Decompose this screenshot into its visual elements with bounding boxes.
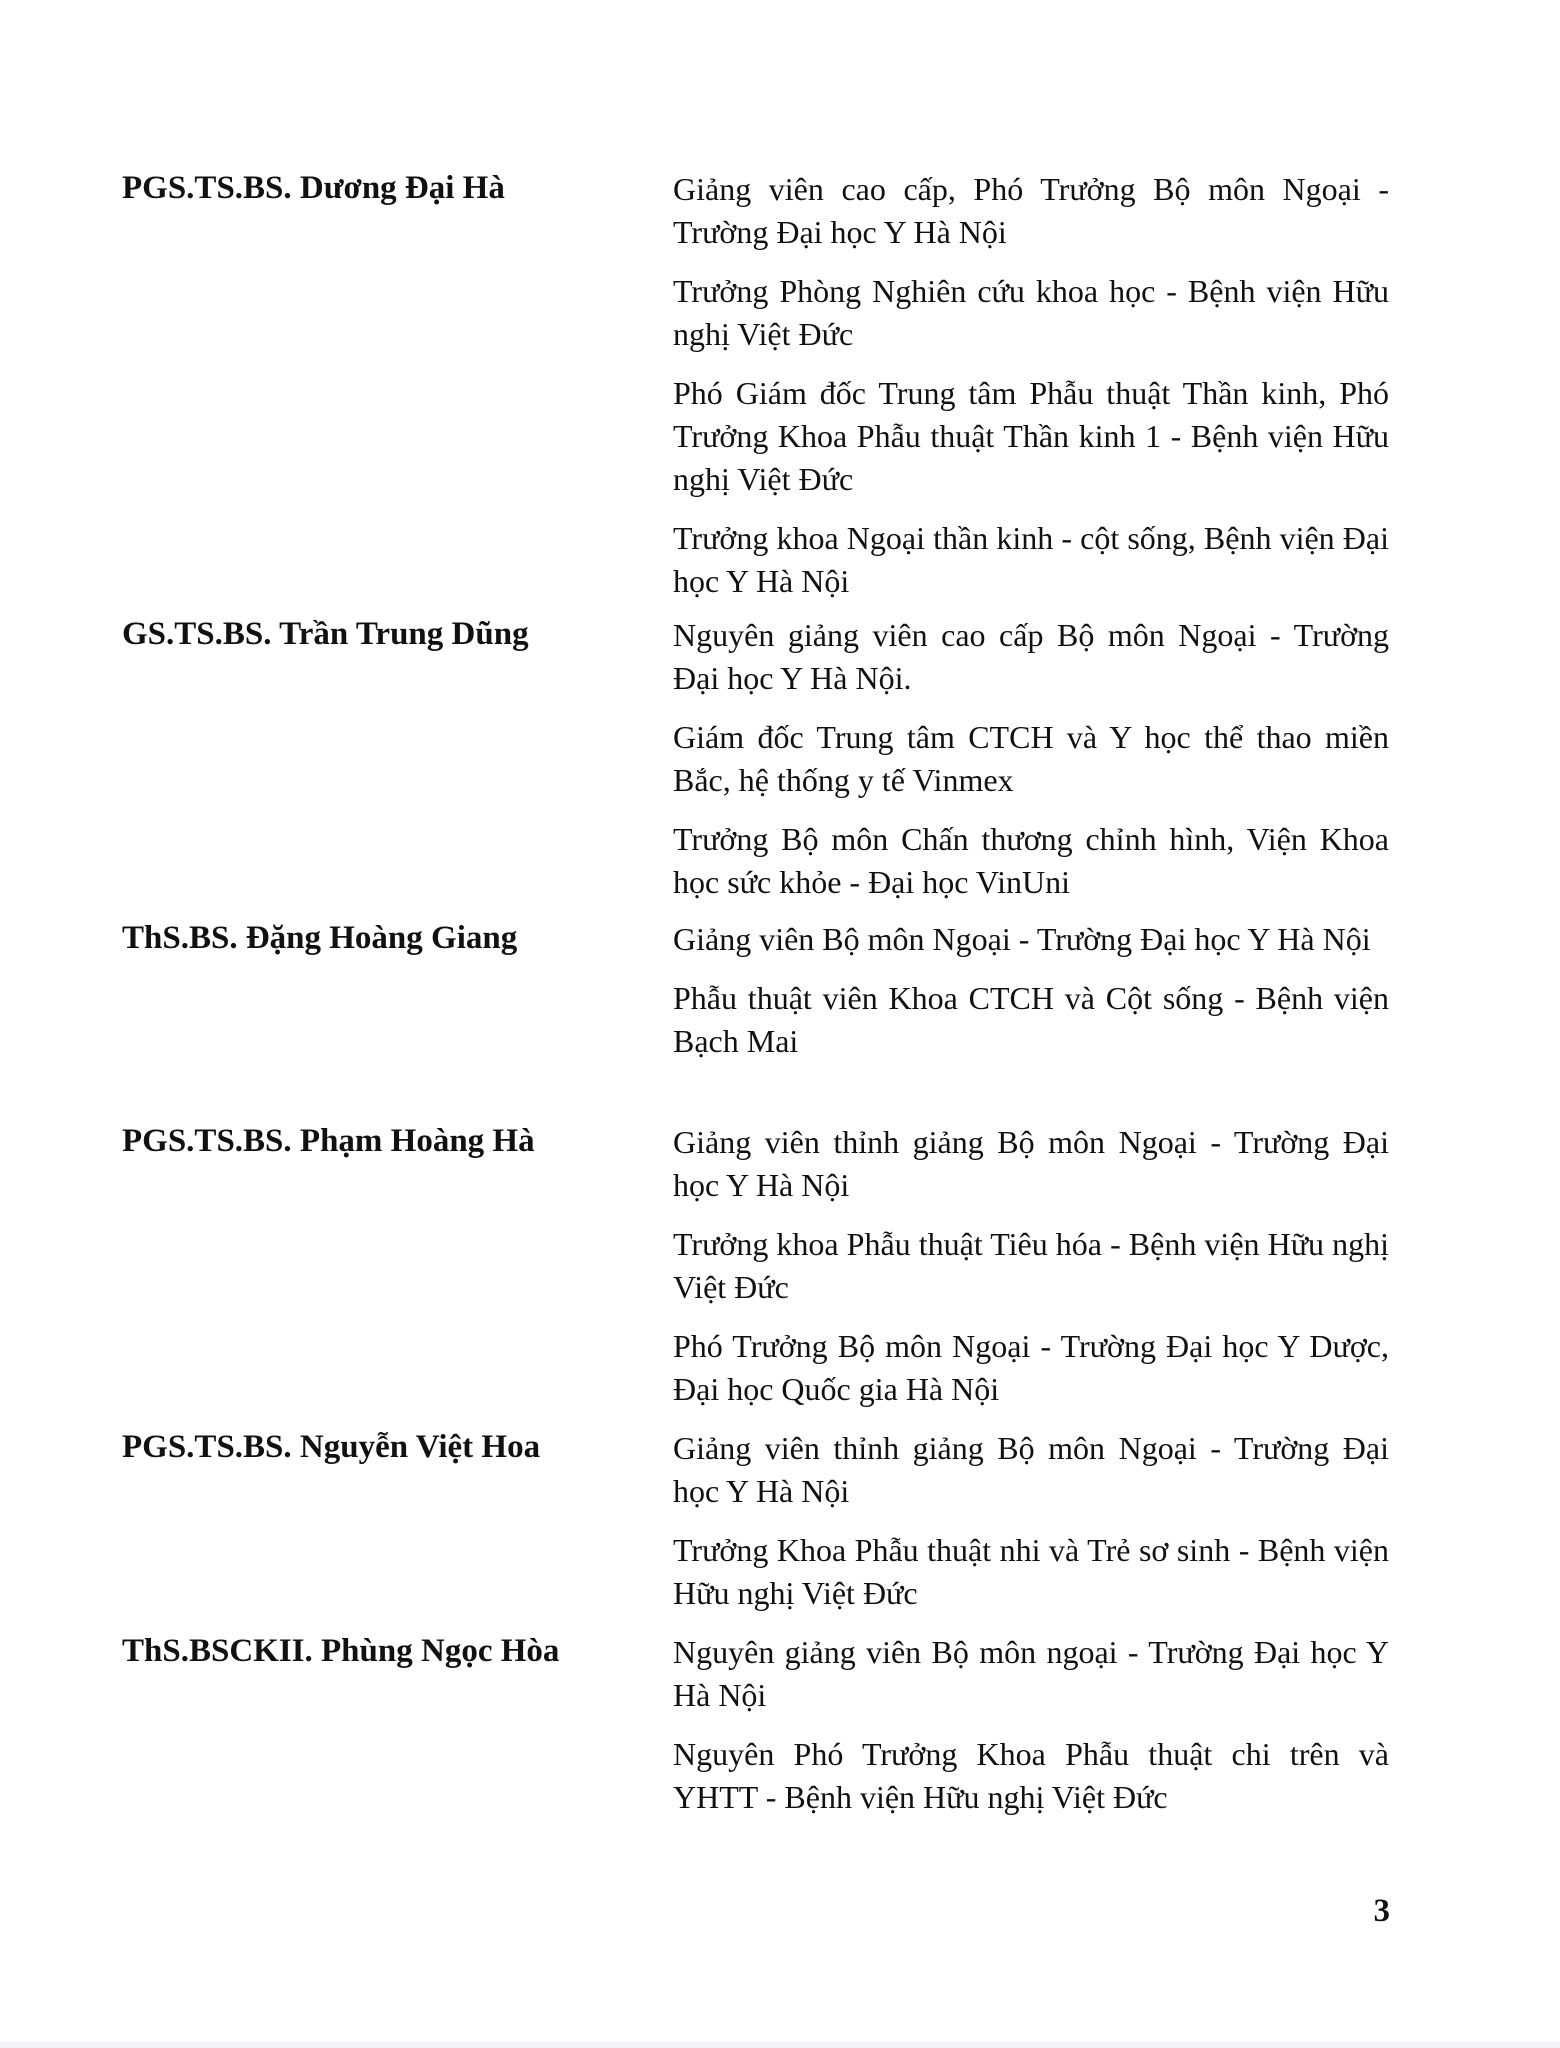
staff-role: Trưởng Phòng Nghiên cứu khoa học - Bệnh viện Hữu nghị Việt Đức <box>673 273 1389 352</box>
staff-roles <box>673 614 1389 920</box>
staff-name: PGS.TS.BS. Phạm Hoàng Hà <box>122 1123 535 1159</box>
staff-name: ThS.BSCKII. Phùng Ngọc Hòa <box>122 1633 560 1669</box>
staff-role: Giảng viên Bộ môn Ngoại - Trường Đại học Y Hà Nội <box>673 921 1371 957</box>
staff-role: Nguyên giảng viên Bộ môn ngoại - Trường Đại học Y Hà Nội <box>673 1634 1389 1713</box>
staff-name: ThS.BS. Đặng Hoàng Giang <box>122 920 518 956</box>
staff-role: Phó Trưởng Bộ môn Ngoại - Trường Đại học Y Dược, Đại học Quốc gia Hà Nội <box>673 1328 1389 1407</box>
staff-roles <box>673 168 1389 619</box>
staff-roles <box>673 1121 1389 1427</box>
staff-role: Nguyên giảng viên cao cấp Bộ môn Ngoại - Trường Đại học Y Hà Nội. <box>673 617 1389 696</box>
staff-name: GS.TS.BS. Trần Trung Dũng <box>122 616 529 652</box>
staff-role: Trưởng khoa Ngoại thần kinh - cột sống, Bệnh viện Đại học Y Hà Nội <box>673 520 1389 599</box>
staff-role: Giám đốc Trung tâm CTCH và Y học thể thao miền Bắc, hệ thống y tế Vinmex <box>673 719 1389 798</box>
staff-role: Nguyên Phó Trưởng Khoa Phẫu thuật chi trên và YHTT - Bệnh viện Hữu nghị Việt Đức <box>673 1736 1389 1815</box>
staff-role: Giảng viên thỉnh giảng Bộ môn Ngoại - Trường Đại học Y Hà Nội <box>673 1124 1389 1203</box>
staff-role: Trưởng khoa Phẫu thuật Tiêu hóa - Bệnh viện Hữu nghị Việt Đức <box>673 1226 1389 1305</box>
staff-role: Trưởng Khoa Phẫu thuật nhi và Trẻ sơ sinh - Bệnh viện Hữu nghị Việt Đức <box>673 1532 1389 1611</box>
staff-roles <box>673 1631 1389 1835</box>
staff-roles <box>673 918 1389 1079</box>
scan-edge-divider <box>0 2042 1560 2048</box>
staff-role: Giảng viên cao cấp, Phó Trưởng Bộ môn Ngoại - Trường Đại học Y Hà Nội <box>673 171 1389 250</box>
staff-role: Giảng viên thỉnh giảng Bộ môn Ngoại - Trường Đại học Y Hà Nội <box>673 1430 1389 1509</box>
staff-roles <box>673 1427 1389 1631</box>
staff-name: PGS.TS.BS. Dương Đại Hà <box>122 170 505 206</box>
staff-name: PGS.TS.BS. Nguyễn Việt Hoa <box>122 1429 541 1465</box>
staff-role: Trưởng Bộ môn Chấn thương chỉnh hình, Viện Khoa học sức khỏe - Đại học VinUni <box>673 821 1389 900</box>
staff-role: Phẫu thuật viên Khoa CTCH và Cột sống - Bệnh viện Bạch Mai <box>673 980 1389 1059</box>
staff-role: Phó Giám đốc Trung tâm Phẫu thuật Thần kinh, Phó Trưởng Khoa Phẫu thuật Thần kinh 1 - Bệnh viện Hữu nghị Việt Đức <box>673 375 1389 497</box>
page-number: 3 <box>1373 1893 1390 1929</box>
